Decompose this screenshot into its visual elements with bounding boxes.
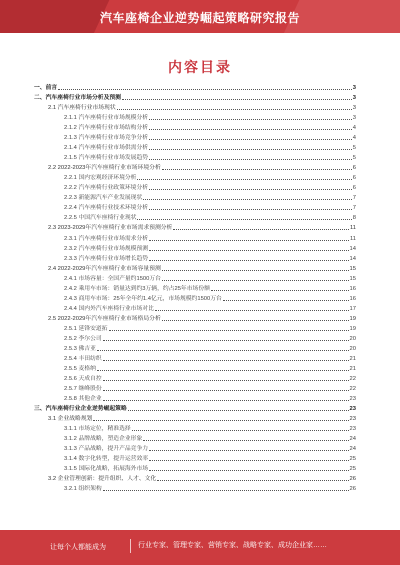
footer-banner — [0, 530, 400, 565]
toc-entry-label: 3.1.4 数字化转型，提升运营效率 — [64, 456, 149, 463]
toc-entry-page: 15 — [349, 275, 356, 282]
toc-entry[interactable] — [34, 243, 356, 253]
toc-entry[interactable] — [34, 463, 356, 473]
toc-entry-page: 20 — [349, 335, 356, 342]
toc-entry-label: 3.1.1 市场定位，精准选择 — [64, 426, 131, 433]
toc-entry-label: 3.1.5 国际化战略，拓展海外市场 — [64, 466, 149, 473]
toc-entry[interactable] — [34, 102, 356, 112]
toc-entry-label: 2.5.8 其他企业 — [64, 396, 102, 402]
toc-entry-label: 2.4.2 乘用车市场：销量达到约3万辆，约占25年市场份额 — [64, 285, 210, 292]
toc-entry-label: 一、前言 — [34, 85, 58, 92]
toc-entry-page: 24 — [349, 436, 356, 443]
toc-entry[interactable] — [34, 253, 356, 263]
toc-entry[interactable] — [34, 142, 356, 152]
toc-entry[interactable] — [34, 473, 356, 483]
toc-entry-label: 2.2.3 新能源汽车产业发展现状 — [64, 195, 143, 202]
toc-leader-dots — [149, 209, 352, 210]
toc-entry[interactable] — [34, 413, 356, 423]
toc-leader-dots — [117, 109, 352, 110]
toc-leader-dots — [149, 240, 349, 241]
toc-entry-page: 6 — [352, 165, 356, 172]
toc-entry-page: 23 — [349, 426, 356, 433]
toc-leader-dots — [149, 149, 352, 150]
toc-entry[interactable] — [34, 162, 356, 172]
footer-tagline: 行业专家、管理专家、营销专家、战略专家、成功企业家…… — [138, 542, 327, 549]
toc-leader-dots — [149, 260, 348, 261]
toc-leader-dots — [149, 460, 348, 461]
toc-entry-page: 22 — [349, 375, 356, 382]
toc-entry-page: 16 — [349, 285, 356, 292]
toc-entry-page: 5 — [352, 145, 356, 152]
toc-entry[interactable] — [34, 92, 356, 102]
toc-entry-label: 2.4.4 国内外汽车座椅行业市场对比 — [64, 305, 154, 312]
footer-slogan: 让每个人都能成为 — [50, 544, 106, 551]
toc-entry[interactable] — [34, 222, 356, 232]
toc-entry[interactable] — [34, 393, 356, 403]
toc-entry-page: 15 — [349, 265, 356, 272]
toc-leader-dots — [162, 320, 349, 321]
toc-leader-dots — [173, 229, 349, 230]
toc-entry-page: 23 — [349, 406, 356, 413]
toc-entry-label: 2.2 2022-2023年汽车座椅行业市场环境分析 — [48, 165, 161, 172]
toc-entry-page: 8 — [352, 215, 356, 222]
toc-leader-dots — [149, 119, 352, 120]
toc-entry-label: 2.5.4 丰田纺织 — [64, 355, 102, 362]
toc-entry-label: 2.5.3 佛吉亚 — [64, 345, 96, 352]
toc-leader-dots — [103, 340, 349, 341]
toc-entry[interactable] — [34, 333, 356, 343]
toc-entry[interactable] — [34, 202, 356, 212]
toc-entry[interactable] — [34, 303, 356, 313]
toc-entry[interactable] — [34, 82, 356, 92]
toc-entry[interactable] — [34, 192, 356, 202]
toc-entry-label: 2.5.6 天成自控 — [64, 375, 102, 382]
toc-leader-dots — [103, 400, 349, 401]
toc-entry-label: 3.1 企业战略规划 — [48, 416, 93, 423]
toc-heading: 内容目录 — [168, 59, 232, 75]
header-banner — [0, 0, 400, 33]
toc-entry-label: 2.1.4 汽车座椅行业市场供需分析 — [64, 145, 149, 152]
toc-entry-label: 2.1 汽车座椅行业市场现状 — [48, 105, 116, 112]
toc-entry-label: 2.4.1 市场容量：全国产量约1500万台 — [64, 275, 161, 282]
toc-entry-page: 14 — [349, 245, 356, 252]
toc-entry-label: 2.5.5 麦格纳 — [64, 365, 96, 372]
toc-entry[interactable] — [34, 182, 356, 192]
toc-entry[interactable] — [34, 313, 356, 323]
toc-entry-page: 5 — [352, 155, 356, 162]
toc-entry-page: 14 — [349, 255, 356, 262]
toc-entry-page: 4 — [352, 135, 356, 142]
toc-entry[interactable] — [34, 112, 356, 122]
toc-entry[interactable] — [34, 363, 356, 373]
toc-entry-page: 23 — [349, 416, 356, 423]
toc-leader-dots — [103, 490, 349, 491]
toc-entry[interactable] — [34, 122, 356, 132]
toc-leader-dots — [162, 280, 349, 281]
toc-entry-label: 2.3 2023-2029年汽车座椅行业市场需求预测分析 — [48, 225, 173, 232]
toc-entry-label: 2.1.3 汽车座椅行业市场竞争分析 — [64, 135, 149, 142]
toc-leader-dots — [143, 440, 348, 441]
toc-leader-dots — [97, 350, 349, 351]
toc-entry-page: 23 — [349, 396, 356, 402]
toc-leader-dots — [143, 199, 351, 200]
toc-entry-page: 3 — [352, 85, 356, 92]
toc-leader-dots — [58, 89, 352, 90]
toc-entry-page: 25 — [349, 456, 356, 463]
toc-entry-label: 2.2.4 汽车座椅行业技术环境分析 — [64, 205, 149, 212]
toc-entry-label: 3.2 企业管理创新：提升组织、人才、文化 — [48, 476, 157, 483]
toc-entry[interactable] — [34, 453, 356, 463]
toc-leader-dots — [149, 139, 352, 140]
toc-entry-label: 2.4 2022-2029年汽车座椅行业市场容量预测 — [48, 265, 161, 272]
toc-entry-page: 16 — [349, 295, 356, 302]
toc-entry-label: 2.5.7 继峰股份 — [64, 385, 102, 392]
toc-leader-dots — [149, 159, 352, 160]
toc-entry-label: 2.4.3 商用车市场：25年全年约1.4亿元，市场规模约1500万台 — [64, 295, 222, 302]
toc-leader-dots — [103, 360, 349, 361]
toc-entry[interactable] — [34, 383, 356, 393]
toc-leader-dots — [103, 390, 349, 391]
toc-entry[interactable] — [34, 172, 356, 182]
toc-leader-dots — [137, 219, 351, 220]
toc-entry-page: 26 — [349, 486, 356, 493]
toc-entry-label: 2.3.2 汽车座椅行业市场规模预测 — [64, 245, 149, 252]
toc-leader-dots — [162, 270, 349, 271]
toc-leader-dots — [128, 410, 349, 411]
toc-entry-label: 2.3.1 汽车座椅行业市场需求分析 — [64, 235, 149, 242]
toc-entry-label: 2.2.1 国内宏观经济环境分析 — [64, 175, 137, 182]
toc-leader-dots — [157, 480, 348, 481]
document-title: 汽车座椅企业逆势崛起策略研究报告 — [99, 11, 300, 25]
toc-entry-page: 6 — [352, 185, 356, 192]
table-of-contents — [34, 82, 356, 493]
toc-entry[interactable] — [34, 443, 356, 453]
toc-entry[interactable] — [34, 263, 356, 273]
toc-leader-dots — [109, 330, 349, 331]
toc-entry-label: 3.1.3 产品战略，提升产品竞争力 — [64, 446, 149, 453]
toc-entry[interactable] — [34, 483, 356, 493]
footer-divider — [130, 539, 131, 553]
toc-entry-label: 2.1.5 汽车座椅行业市场发展趋势 — [64, 155, 149, 162]
toc-leader-dots — [149, 470, 348, 471]
toc-entry-page: 19 — [349, 315, 356, 322]
toc-entry-page: 21 — [349, 365, 356, 372]
toc-entry[interactable] — [34, 423, 356, 433]
toc-entry[interactable] — [34, 373, 356, 383]
toc-entry-page: 7 — [352, 205, 356, 212]
toc-leader-dots — [149, 129, 352, 130]
toc-leader-dots — [211, 290, 349, 291]
toc-entry-page: 11 — [349, 235, 356, 242]
toc-entry-page: 26 — [349, 476, 356, 483]
toc-leader-dots — [93, 420, 348, 421]
toc-entry-label: 2.2.2 汽车座椅行业政策环境分析 — [64, 185, 149, 192]
toc-entry-label: 2.2.5 中国汽车座椅行业现状 — [64, 215, 137, 222]
toc-entry-label: 2.5.1 延锋安道拓 — [64, 325, 108, 332]
toc-entry-label: 2.5 2022-2029年汽车座椅行业市场格局分析 — [48, 315, 161, 322]
toc-entry-page: 3 — [352, 115, 356, 122]
toc-entry-label: 2.5.2 李尔公司 — [64, 335, 102, 342]
toc-entry-label: 3.1.2 品牌战略，塑造企业形象 — [64, 436, 143, 443]
toc-leader-dots — [162, 169, 352, 170]
toc-entry[interactable] — [34, 403, 356, 413]
toc-entry[interactable] — [34, 152, 356, 162]
toc-entry-page: 3 — [352, 105, 356, 112]
toc-entry-page: 20 — [349, 345, 356, 352]
toc-leader-dots — [155, 310, 349, 311]
toc-entry[interactable] — [34, 232, 356, 242]
toc-entry-page: 11 — [349, 225, 356, 232]
toc-entry[interactable] — [34, 293, 356, 303]
toc-leader-dots — [122, 99, 352, 100]
toc-entry-page: 25 — [349, 466, 356, 473]
toc-entry-label: 二、汽车座椅行业市场分析及预测 — [34, 95, 121, 102]
toc-entry[interactable] — [34, 283, 356, 293]
toc-entry-label: 三、汽车座椅行业企业逆势崛起策略 — [34, 406, 127, 413]
toc-leader-dots — [149, 450, 348, 451]
toc-entry[interactable] — [34, 353, 356, 363]
toc-leader-dots — [103, 380, 349, 381]
toc-entry-label: 3.2.1 组织架构 — [64, 486, 102, 493]
toc-entry-page: 19 — [349, 325, 356, 332]
toc-entry-page: 24 — [349, 446, 356, 453]
toc-entry-page: 6 — [352, 175, 356, 182]
toc-entry[interactable] — [34, 273, 356, 283]
toc-entry-page: 3 — [352, 95, 356, 102]
toc-entry[interactable] — [34, 433, 356, 443]
toc-entry-page: 4 — [352, 125, 356, 132]
toc-entry-page: 17 — [349, 305, 356, 312]
toc-entry-page: 22 — [349, 385, 356, 392]
toc-entry-page: 21 — [349, 355, 356, 362]
toc-entry-label: 2.1.2 汽车座椅行业市场结构分析 — [64, 125, 149, 132]
toc-entry-label: 2.3.3 汽车座椅行业市场增长趋势 — [64, 255, 149, 262]
toc-leader-dots — [132, 430, 349, 431]
toc-entry[interactable] — [34, 343, 356, 353]
toc-leader-dots — [137, 179, 351, 180]
toc-leader-dots — [149, 189, 352, 190]
toc-entry[interactable] — [34, 212, 356, 222]
toc-entry[interactable] — [34, 323, 356, 333]
toc-entry-label: 2.1.1 汽车座椅行业市场规模分析 — [64, 115, 149, 122]
toc-leader-dots — [223, 300, 349, 301]
toc-entry-page: 7 — [352, 195, 356, 202]
toc-entry[interactable] — [34, 132, 356, 142]
toc-leader-dots — [149, 250, 348, 251]
toc-leader-dots — [97, 370, 349, 371]
